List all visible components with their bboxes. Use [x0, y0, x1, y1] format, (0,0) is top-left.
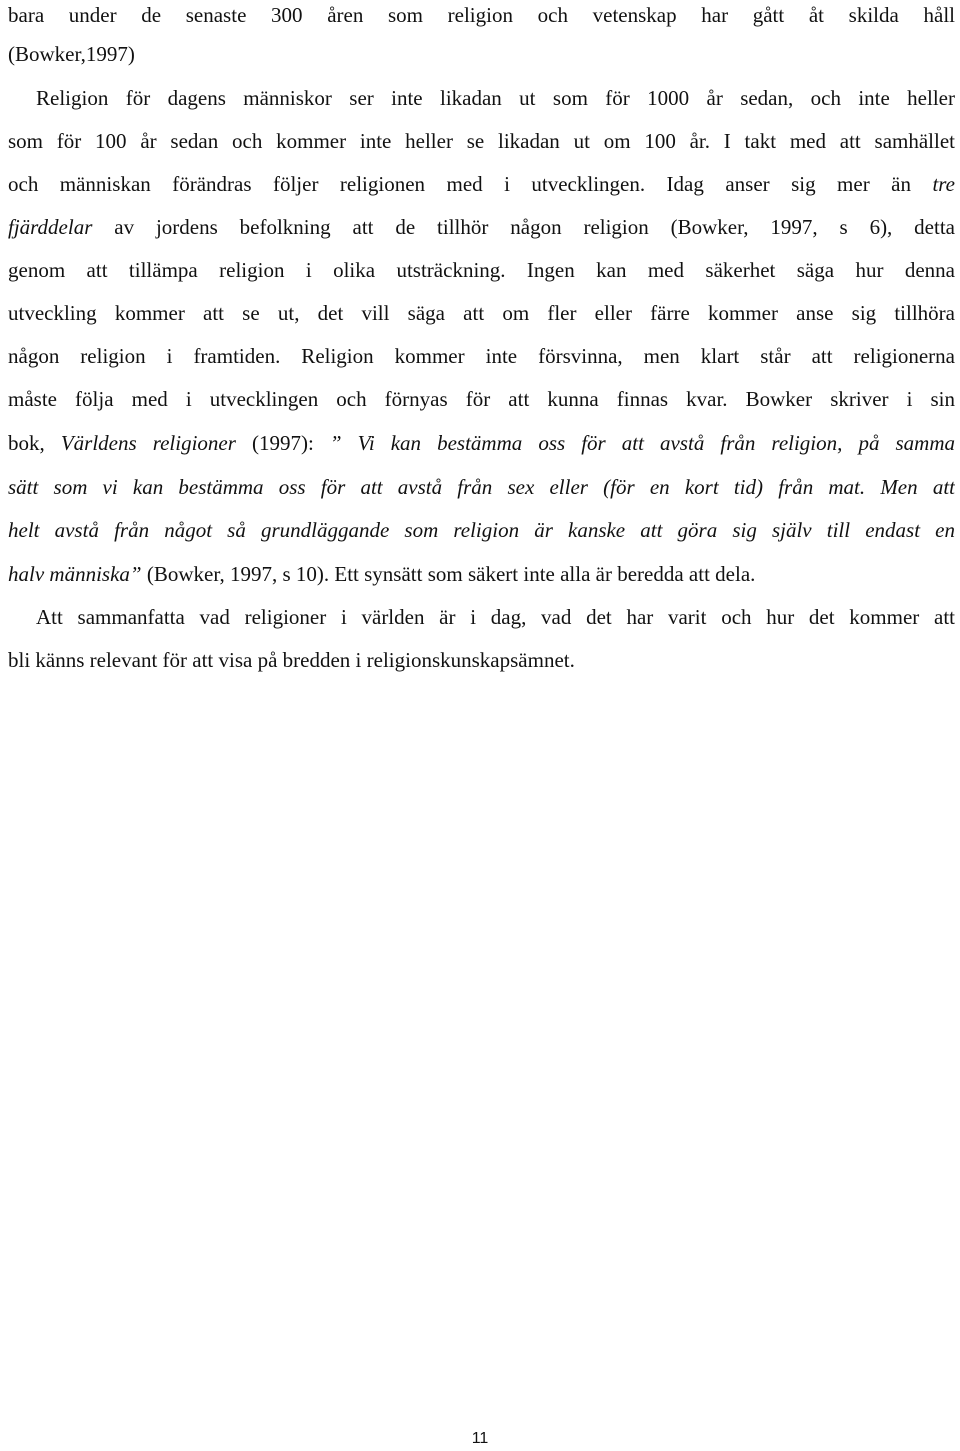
text-run: av jordens befolkning att de tillhör någon religion (Bowker, 1997, s 6), detta — [92, 215, 955, 239]
text-run: bara under de senaste 300 åren som religion och vetenskap har gått åt skilda håll — [8, 3, 955, 27]
text-run: Religion för dagens människor ser inte likadan ut som för 1000 år sedan, och inte heller — [36, 86, 955, 110]
quotation: helt avstå från något så grundläggande som religion är kanske att göra sig själv till endast en — [8, 518, 955, 542]
text-line — [8, 341, 955, 371]
text-line — [8, 126, 955, 156]
text-run: bli känns relevant för att visa på bredden i religionskunskapsämnet. — [8, 648, 575, 672]
text-line — [8, 255, 955, 285]
italic-term: tre — [932, 172, 955, 196]
text-line — [36, 602, 955, 632]
text-line — [8, 384, 955, 414]
text-line — [8, 645, 955, 675]
text-line — [8, 298, 955, 328]
text-line — [8, 0, 955, 30]
text-run: Att sammanfatta vad religioner i världen är i dag, vad det har varit och hur det kommer att — [36, 605, 955, 629]
page-number: 11 — [471, 1430, 489, 1447]
text-line — [36, 83, 955, 113]
text-run: (1997): — [235, 431, 330, 455]
quotation: ” Vi kan bestämma oss för att avstå från religion, på samma — [329, 431, 955, 455]
text-run: som för 100 år sedan och kommer inte heller se likadan ut om 100 år. I takt med att samhället — [8, 129, 955, 153]
text-line — [8, 515, 955, 545]
quotation: halv människa” — [8, 562, 142, 586]
text-line — [8, 472, 955, 502]
text-run: måste följa med i utvecklingen och förnyas för att kunna finnas kvar. Bowker skriver i sin — [8, 387, 955, 411]
text-line — [8, 169, 955, 199]
text-line — [8, 559, 955, 589]
book-title: Världens religioner — [60, 431, 236, 455]
text-run: (Bowker, 1997, s 10). Ett synsätt som säkert inte alla är beredda att dela. — [141, 562, 756, 586]
text-run: utveckling kommer att se ut, det vill säga att om fler eller färre kommer anse sig tillhöra — [8, 301, 955, 325]
text-run: och människan förändras följer religionen med i utvecklingen. Idag anser sig mer än — [8, 172, 933, 196]
text-run: (Bowker,1997) — [8, 42, 135, 66]
text-line — [8, 212, 955, 242]
text-line — [8, 428, 955, 458]
quotation: sätt som vi kan bestämma oss för att avstå från sex eller (för en kort tid) från mat. Men att — [8, 475, 955, 499]
text-run: bok, — [8, 431, 61, 455]
italic-term: fjärddelar — [8, 215, 93, 239]
text-run: någon religion i framtiden. Religion kommer inte försvinna, men klart står att religionerna — [8, 344, 955, 368]
text-run: genom att tillämpa religion i olika utsträckning. Ingen kan med säkerhet säga hur denna — [8, 258, 955, 282]
text-line — [8, 39, 955, 69]
